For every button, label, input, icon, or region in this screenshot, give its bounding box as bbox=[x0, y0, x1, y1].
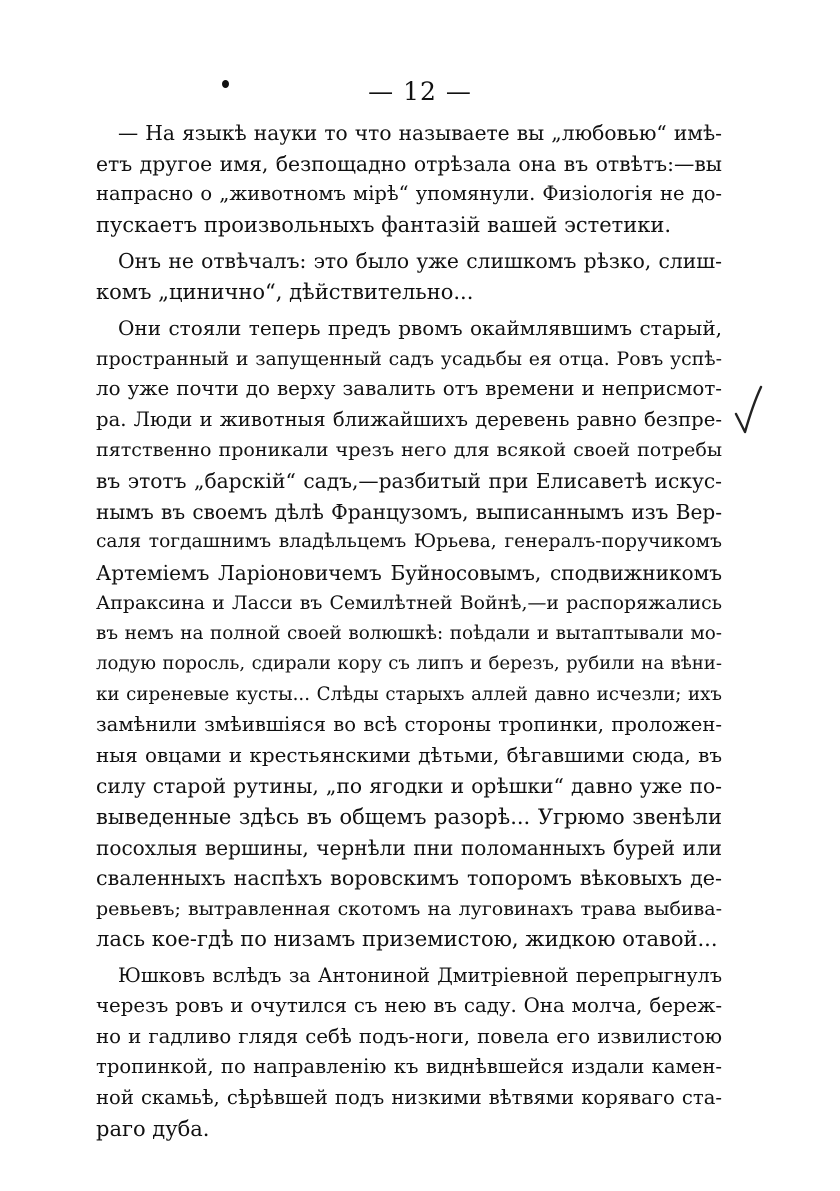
body-text bbox=[96, 118, 722, 1144]
text-line: ревьевъ; вытравленная скотомъ на луговинахъ трава выбива- bbox=[96, 897, 722, 920]
text-line: лась кое-гдѣ по низамъ приземистою, жидкою отавой... bbox=[96, 927, 718, 952]
text-line: въ немъ на полной своей волюшкѣ: поѣдали и вытаптывали мо- bbox=[96, 622, 722, 644]
paragraph-3 bbox=[96, 313, 722, 954]
page-number: — 12 — bbox=[368, 77, 472, 106]
text-line: сваленныхъ наспѣхъ воровскимъ топоромъ вѣковыхъ де- bbox=[96, 866, 722, 891]
text-line: Юшковъ вслѣдъ за Антониной Дмитріевной перепрыгнулъ bbox=[118, 963, 722, 987]
text-line: Артеміемъ Ларіоновичемъ Буйносовымъ, сподвижникомъ bbox=[96, 560, 722, 585]
text-line: черезъ ровъ и очутился съ нею въ саду. Она молча, береж- bbox=[96, 994, 722, 1018]
text-line: саля тогдашнимъ владѣльцемъ Юрьева, генералъ-поручикомъ bbox=[96, 531, 722, 553]
paragraph-1 bbox=[96, 118, 722, 240]
text-line: выведенные здѣсь въ общемъ разорѣ... Угрюмо звенѣли bbox=[96, 805, 722, 830]
paragraph-4 bbox=[96, 961, 722, 1144]
paragraph-2 bbox=[96, 246, 722, 307]
text-line: пятственно проникали чрезъ него для всякой своей потребы bbox=[96, 439, 722, 462]
text-line: етъ другое имя, безпощадно отрѣзала она въ отвѣтъ:—вы bbox=[96, 151, 722, 176]
text-line: Апраксина и Ласси въ Семилѣтней Войнѣ,—и распоряжались bbox=[96, 592, 722, 615]
text-line: ки сиреневые кусты... Слѣды старыхъ аллей давно исчезли; ихъ bbox=[96, 683, 722, 705]
text-line: — На языкѣ науки то что называете вы „любовью“ имѣ- bbox=[118, 121, 722, 145]
text-line: ра. Люди и животныя ближайшихъ деревень равно безпре- bbox=[96, 407, 722, 431]
text-line: нымъ въ своемъ дѣлѣ Французомъ, выписаннымъ изъ Вер- bbox=[96, 499, 722, 524]
text-line: силу старой рутины, „по ягодки и орѣшки“ давно уже по- bbox=[96, 774, 722, 799]
text-line: лодую поросль, сдирали кору съ липъ и березъ, рубили на вѣни- bbox=[96, 653, 722, 675]
text-line: Они стояли теперь предъ рвомъ окаймлявшимъ старый, bbox=[118, 316, 722, 341]
text-line: ной скамьѣ, сѣрѣвшей подъ низкими вѣтвями корявaго ста- bbox=[96, 1085, 722, 1109]
text-line: замѣнили змѣившіяся во всѣ стороны тропинки, проложен- bbox=[96, 713, 722, 737]
text-line: но и гадливо глядя себѣ подъ-ноги, повела его извилистою bbox=[96, 1024, 722, 1048]
text-line: посохлыя вершины, чернѣли пни поломанныхъ бурей или bbox=[96, 835, 722, 860]
text-line: напрасно о „животномъ мірѣ“ упомянули. Физіологія не до- bbox=[96, 182, 722, 206]
text-line: пространный и запущенный садъ усадьбы ея отца. Ровъ успѣ- bbox=[96, 347, 722, 370]
text-line: комъ „цинично“, дѣйствительно... bbox=[96, 279, 474, 304]
text-line: пускаетъ произвольныхъ фантазій вашей эстетики. bbox=[96, 212, 672, 237]
handwritten-checkmark-icon bbox=[734, 384, 764, 436]
text-line: тропинкой, по направленію къ виднѣвшейся издали камен- bbox=[96, 1055, 722, 1079]
text-line: въ этотъ „барскій“ садъ,—разбитый при Елисаветѣ искус- bbox=[96, 469, 722, 494]
text-line: Онъ не отвѣчалъ: это было уже слишкомъ рѣзко, слиш- bbox=[118, 249, 722, 274]
text-line: ныя овцами и крестьянскими дѣтьми, бѣгавшими сюда, въ bbox=[96, 743, 722, 767]
text-line: раго дуба. bbox=[96, 1116, 210, 1141]
text-line: ло уже почти до верху завалить отъ времени и неприсмот- bbox=[96, 377, 722, 401]
